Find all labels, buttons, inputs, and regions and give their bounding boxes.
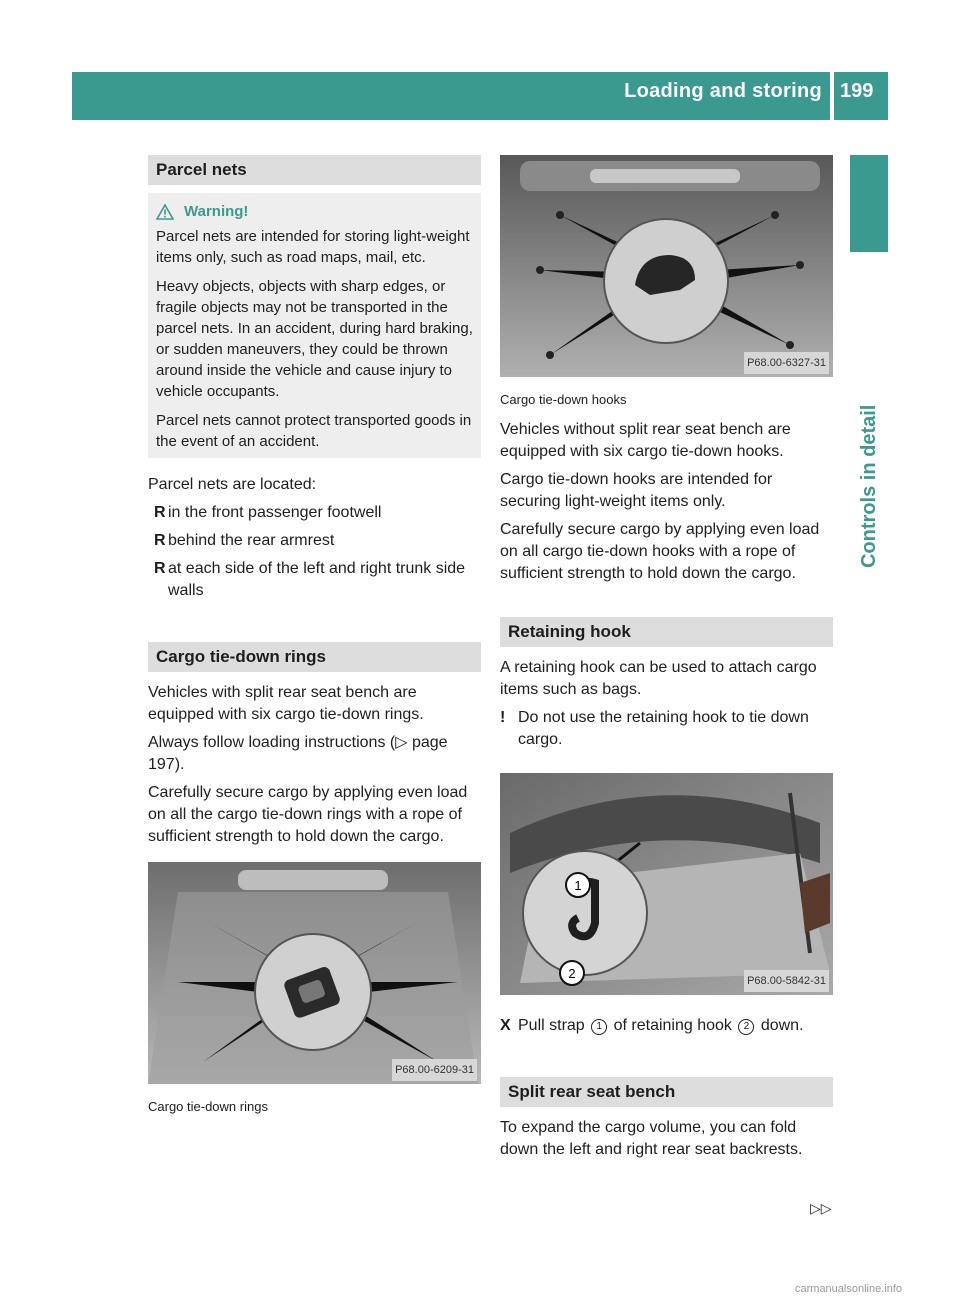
warning-title: Warning!: [156, 201, 473, 222]
side-tab-block: [850, 155, 888, 252]
warning-box: [148, 193, 481, 458]
cargo-rings-photo: [148, 862, 481, 1084]
image-code: P68.00-6327-31: [744, 352, 829, 374]
warning-paragraph: Heavy objects, objects with sharp edges, or fragile objects may not be transported in the parcel nets. In an accident, during hard braking, or sudden maneuvers, they could be thrown around inside the vehicle and cause injury to vehicle occupants.: [156, 278, 473, 400]
paragraph: Cargo tie-down hooks are intended for securing light-weight items only.: [500, 471, 773, 510]
section-heading-retaining-hook: Retaining hook: [500, 617, 833, 647]
paragraph: A retaining hook can be used to attach cargo items such as bags.: [500, 659, 817, 698]
section-heading-parcel-nets: Parcel nets: [148, 155, 481, 185]
warning-paragraph: Parcel nets cannot protect transported goods in the event of an accident.: [156, 412, 472, 450]
callout-1: 1: [574, 878, 582, 893]
section-heading-split-bench: Split rear seat bench: [500, 1077, 833, 1107]
left-column: [148, 155, 481, 1118]
section-heading-cargo-rings: Cargo tie-down rings: [148, 642, 481, 672]
right-column: [500, 155, 833, 1167]
located-intro: Parcel nets are located:: [148, 476, 317, 493]
figure-caption: Cargo tie-down hooks: [500, 392, 627, 407]
warning-paragraph: Parcel nets are intended for storing light-weight items only, such as road maps, mail, etc.: [156, 228, 470, 266]
image-code: P68.00-6209-31: [392, 1059, 477, 1081]
side-tab-label: Controls in detail: [858, 404, 880, 568]
note: ! Do not use the retaining hook to tie down cargo.: [500, 709, 809, 748]
instruction-step: X Pull strap 1 of retaining hook 2 down.: [500, 1017, 804, 1034]
paragraph: Carefully secure cargo by applying even load on all the cargo tie-down rings with a rope of sufficient strength to hold down the cargo.: [148, 784, 468, 845]
paragraph: Vehicles without split rear seat bench are equipped with six cargo tie-down hooks.: [500, 421, 791, 460]
paragraph: Always follow loading instructions (▷ page 197).: [148, 734, 448, 773]
callout-marker-1: 1: [591, 1019, 607, 1035]
watermark: carmanualsonline.info: [795, 1283, 903, 1295]
paragraph: Carefully secure cargo by applying even load on all cargo tie-down hooks with a rope of sufficient strength to hold down the cargo.: [500, 521, 820, 582]
warning-triangle-icon: [156, 204, 174, 220]
callout-marker-2: 2: [738, 1019, 754, 1035]
cargo-hooks-photo: [500, 155, 833, 377]
chapter-title: Loading and storing: [624, 80, 822, 102]
paragraph: To expand the cargo volume, you can fold down the left and right rear seat backrests.: [500, 1119, 803, 1158]
retaining-hook-photo: [500, 773, 833, 995]
list-item: R in the front passenger footwell: [154, 504, 382, 521]
header-separator: [830, 72, 834, 120]
list-item: R behind the rear armrest: [154, 532, 335, 549]
paragraph: Vehicles with split rear seat bench are equipped with six cargo tie-down rings.: [148, 684, 424, 723]
page-number: 199: [840, 80, 874, 102]
figure-caption: Cargo tie-down rings: [148, 1099, 268, 1114]
callout-2: 2: [568, 966, 576, 981]
list-item: R at each side of the left and right trunk side walls: [154, 560, 466, 599]
image-code: P68.00-5842-31: [744, 970, 829, 992]
continue-marker: ▷▷: [810, 1200, 832, 1216]
